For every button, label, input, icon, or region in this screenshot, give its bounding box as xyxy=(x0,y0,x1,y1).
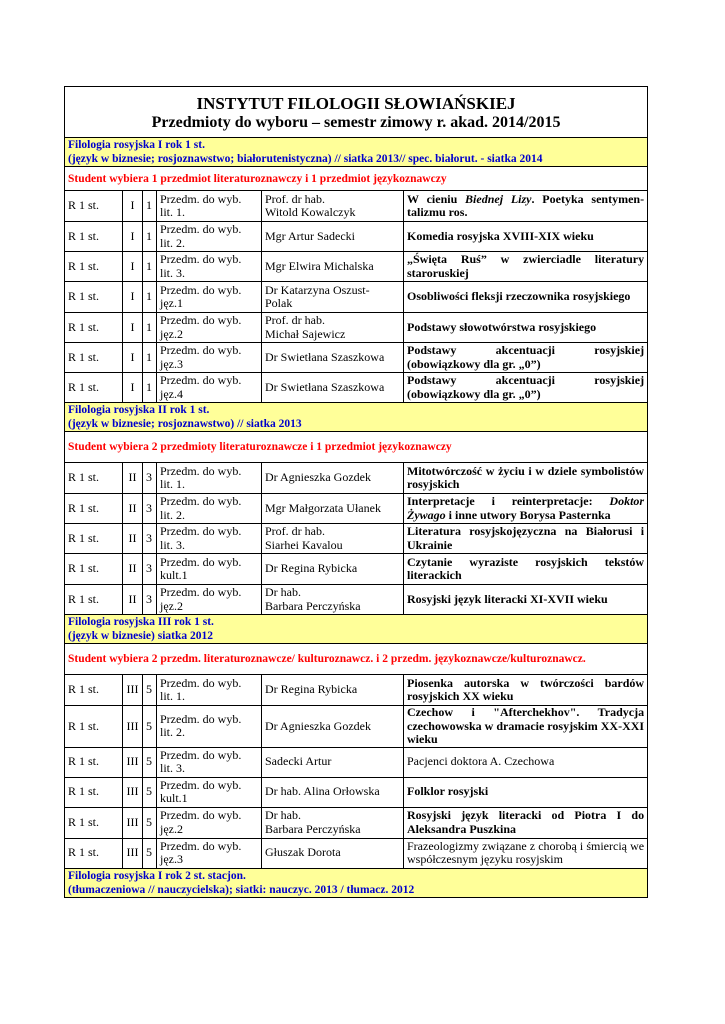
subject-title: Podstawy akcentuacji rosyjskiej (obowiązkowy dla gr. „0”) xyxy=(407,373,645,401)
teacher-cell xyxy=(262,252,404,282)
course-row xyxy=(65,313,648,343)
selection-rule-row xyxy=(65,432,648,463)
course-type-cell xyxy=(157,807,262,838)
title-row xyxy=(65,87,648,138)
course-type-label: Przedm. do wyb. xyxy=(160,675,242,690)
course-type-code: jęz.2 xyxy=(160,821,183,836)
subject-cell xyxy=(404,706,648,748)
section-header-row xyxy=(65,403,648,432)
year-cell: III xyxy=(123,807,143,838)
course-type-code: lit. 2. xyxy=(160,725,186,740)
course-type-code: lit. 3. xyxy=(160,265,186,280)
course-type-code: jęz.2 xyxy=(160,598,183,613)
course-type-code: lit. 3. xyxy=(160,537,186,552)
teacher-cell xyxy=(262,807,404,838)
course-row xyxy=(65,343,648,373)
page-title: INSTYTUT FILOLOGII SŁOWIAŃSKIEJ xyxy=(196,93,516,113)
course-type-code: lit. 1. xyxy=(160,477,186,491)
course-type-label: Przedm. do wyb. xyxy=(160,554,242,569)
course-type-code: jęz.3 xyxy=(160,356,183,371)
course-type-label: Przedm. do wyb. xyxy=(160,191,242,206)
course-type-cell xyxy=(157,222,262,252)
subject-cell xyxy=(404,222,648,252)
subject-title: Podstawy słowotwórstwa rosyjskiego xyxy=(407,319,597,334)
subject-cell xyxy=(404,777,648,807)
year-cell: II xyxy=(123,524,143,554)
section-header xyxy=(65,615,648,644)
course-type-cell xyxy=(157,343,262,373)
semester-cell: 3 xyxy=(143,494,157,524)
subject-cell xyxy=(404,524,648,554)
course-type-cell xyxy=(157,585,262,615)
course-type-code: lit. 2. xyxy=(160,507,186,522)
semester-cell: 3 xyxy=(143,554,157,585)
semester-cell: 5 xyxy=(143,747,157,777)
course-type-label: Przedm. do wyb. xyxy=(160,463,242,478)
year-cell: I xyxy=(123,282,143,313)
study-level-cell: R 1 st. xyxy=(65,524,123,554)
course-row xyxy=(65,777,648,807)
teacher-name: Prof. dr hab. xyxy=(265,313,325,327)
subject-cell xyxy=(404,838,648,868)
teacher-cell xyxy=(262,373,404,403)
teacher-cell xyxy=(262,524,404,554)
study-level-cell: R 1 st. xyxy=(65,282,123,313)
teacher-name-cont: Barbara Perczyńska xyxy=(265,598,361,613)
course-type-cell xyxy=(157,282,262,313)
teacher-cell xyxy=(262,191,404,222)
section-subtitle: (język w biznesie; rosjoznawstwo; białorutenistyczna) // siatka 2013// spec. białorut. - siatka 2014 xyxy=(68,153,543,165)
course-row xyxy=(65,373,648,403)
subject-title: Osobliwości fleksji rzeczownika rosyjskiego xyxy=(407,289,631,304)
course-type-code: lit. 2. xyxy=(160,235,186,250)
course-type-label: Przedm. do wyb. xyxy=(160,838,242,853)
teacher-name: Dr Katarzyna Oszust- xyxy=(265,282,370,297)
subject-title: Czechow i "Afterchekhov". Tradycja czechowowska w dramacie rosyjskim XX-XXI wieku xyxy=(407,705,645,746)
subject-title: Podstawy akcentuacji rosyjskiej (obowiązkowy dla gr. „0”) xyxy=(407,343,645,371)
course-type-cell xyxy=(157,747,262,777)
course-type-label: Przedm. do wyb. xyxy=(160,373,242,387)
study-level-cell: R 1 st. xyxy=(65,222,123,252)
subject-cell xyxy=(404,747,648,777)
subject-cell xyxy=(404,191,648,222)
course-type-code: kult.1 xyxy=(160,568,188,582)
subject-cell xyxy=(404,252,648,282)
teacher-cell xyxy=(262,494,404,524)
study-level-cell: R 1 st. xyxy=(65,747,123,777)
course-type-cell xyxy=(157,191,262,222)
subject-title-italic: Biednej Lizy xyxy=(465,191,532,206)
subject-title: Czytanie wyraziste rosyjskich tekstów literackich xyxy=(407,554,645,582)
section-subtitle: (tłumaczeniowa // nauczycielska); siatki: nauczyc. 2013 / tłumacz. 2012 xyxy=(68,883,415,896)
year-cell: III xyxy=(123,777,143,807)
teacher-name-cont: Siarhei Kavalou xyxy=(265,537,343,552)
course-row xyxy=(65,282,648,313)
semester-cell: 1 xyxy=(143,343,157,373)
teacher-cell xyxy=(262,706,404,748)
teacher-name-cont: Witold Kowalczyk xyxy=(265,205,356,219)
subject-title-italic: Doktor Żywago xyxy=(407,494,645,522)
course-type-cell xyxy=(157,777,262,807)
selection-rule-row xyxy=(65,167,648,191)
year-cell: I xyxy=(123,191,143,222)
selection-rule-row xyxy=(65,644,648,675)
subject-cell xyxy=(404,554,648,585)
study-level-cell: R 1 st. xyxy=(65,343,123,373)
teacher-name: Dr hab. xyxy=(265,585,301,599)
section-header-row xyxy=(65,138,648,167)
section-subtitle: (język w biznesie; rosjoznawstwo) // siatka 2013 xyxy=(68,418,302,430)
semester-cell: 1 xyxy=(143,222,157,252)
year-cell: III xyxy=(123,838,143,868)
courses-table xyxy=(64,86,648,898)
course-type-label: Przedm. do wyb. xyxy=(160,711,242,726)
study-level-cell: R 1 st. xyxy=(65,777,123,807)
subject-cell xyxy=(404,343,648,373)
semester-cell: 1 xyxy=(143,373,157,403)
teacher-name-cont: Polak xyxy=(265,296,293,310)
course-row xyxy=(65,494,648,524)
subject-title: Pacjenci doktora A. Czechowa xyxy=(407,754,555,769)
year-cell: I xyxy=(123,373,143,403)
course-row xyxy=(65,554,648,585)
year-cell: III xyxy=(123,675,143,706)
teacher-name: Głuszak Dorota xyxy=(265,845,341,860)
subject-title: Frazeologizmy związane z chorobą i śmiercią we współczesnym języku rosyjskim xyxy=(407,838,645,866)
section-title: Filologia rosyjska II rok 1 st. xyxy=(68,404,210,416)
subject-cell xyxy=(404,313,648,343)
course-type-label: Przedm. do wyb. xyxy=(160,808,242,822)
semester-cell: 5 xyxy=(143,675,157,706)
subject-title: Literatura rosyjskojęzyczna na Białorusi i Ukrainie xyxy=(407,524,645,552)
subject-title: W cieniu xyxy=(407,191,466,206)
teacher-name: Mgr Elwira Michalska xyxy=(265,258,374,273)
semester-cell: 3 xyxy=(143,524,157,554)
study-level-cell: R 1 st. xyxy=(65,675,123,706)
subject-title: Komedia rosyjska XVIII-XIX wieku xyxy=(407,228,594,243)
course-type-cell xyxy=(157,313,262,343)
subject-cell xyxy=(404,494,648,524)
course-type-label: Przedm. do wyb. xyxy=(160,343,242,357)
subject-title: Folklor rosyjski xyxy=(407,784,489,799)
subject-title: „Święta Ruś” w zwierciadle literatury staroruskiej xyxy=(407,252,645,280)
course-row xyxy=(65,706,648,748)
year-cell: III xyxy=(123,706,143,748)
study-level-cell: R 1 st. xyxy=(65,807,123,838)
study-level-cell: R 1 st. xyxy=(65,313,123,343)
course-type-label: Przedm. do wyb. xyxy=(160,777,242,792)
semester-cell: 1 xyxy=(143,191,157,222)
page-subtitle: Przedmioty do wyboru – semestr zimowy r. akad. 2014/2015 xyxy=(151,113,561,131)
teacher-cell xyxy=(262,343,404,373)
year-cell: III xyxy=(123,747,143,777)
document-sheet xyxy=(64,86,647,898)
teacher-name: Dr hab. xyxy=(265,808,301,822)
course-type-cell xyxy=(157,463,262,494)
teacher-cell xyxy=(262,463,404,494)
subject-cell xyxy=(404,675,648,706)
subject-cell xyxy=(404,463,648,494)
teacher-cell xyxy=(262,675,404,706)
teacher-name: Dr Agnieszka Gozdek xyxy=(265,470,371,485)
subject-cell xyxy=(404,807,648,838)
course-type-code: lit. 1. xyxy=(160,689,186,703)
course-type-cell xyxy=(157,838,262,868)
course-type-code: jęz.2 xyxy=(160,326,183,341)
semester-cell: 1 xyxy=(143,282,157,313)
year-cell: II xyxy=(123,463,143,494)
selection-rule: Student wybiera 2 przedmioty literaturoznawcze i 1 przedmiot językoznawczy xyxy=(65,432,648,463)
year-cell: II xyxy=(123,494,143,524)
course-type-cell xyxy=(157,706,262,748)
study-level-cell: R 1 st. xyxy=(65,585,123,615)
subject-title: Piosenka autorska w twórczości bardów rosyjskich XX wieku xyxy=(407,675,645,703)
study-level-cell: R 1 st. xyxy=(65,252,123,282)
course-type-label: Przedm. do wyb. xyxy=(160,524,242,538)
year-cell: I xyxy=(123,343,143,373)
course-type-label: Przedm. do wyb. xyxy=(160,282,242,297)
teacher-cell xyxy=(262,554,404,585)
course-row xyxy=(65,585,648,615)
title-cell xyxy=(65,87,648,138)
course-type-code: lit. 3. xyxy=(160,761,186,775)
course-type-label: Przedm. do wyb. xyxy=(160,585,242,599)
course-type-code: jęz.4 xyxy=(160,386,183,401)
teacher-name: Dr hab. Alina Orłowska xyxy=(265,784,380,799)
year-cell: II xyxy=(123,585,143,615)
selection-rule: Student wybiera 1 przedmiot literaturoznawczy i 1 przedmiot językoznawczy xyxy=(65,167,648,191)
teacher-name-cont: Barbara Perczyńska xyxy=(265,821,361,836)
semester-cell: 5 xyxy=(143,777,157,807)
section-header xyxy=(65,403,648,432)
teacher-name: Dr Regina Rybicka xyxy=(265,682,358,697)
teacher-name: Sadecki Artur xyxy=(265,754,332,769)
semester-cell: 5 xyxy=(143,807,157,838)
teacher-name: Prof. dr hab. xyxy=(265,524,325,538)
teacher-name: Mgr Małgorzata Ułanek xyxy=(265,500,381,515)
section-header xyxy=(65,868,648,897)
teacher-name: Dr Regina Rybicka xyxy=(265,561,358,576)
study-level-cell: R 1 st. xyxy=(65,706,123,748)
course-type-label: Przedm. do wyb. xyxy=(160,747,242,762)
section-header-row xyxy=(65,615,648,644)
study-level-cell: R 1 st. xyxy=(65,373,123,403)
section-header-row xyxy=(65,868,648,897)
teacher-name: Dr Swietłana Szaszkowa xyxy=(265,379,385,394)
year-cell: II xyxy=(123,554,143,585)
semester-cell: 3 xyxy=(143,585,157,615)
course-type-code: jęz.3 xyxy=(160,852,183,866)
course-type-cell xyxy=(157,524,262,554)
study-level-cell: R 1 st. xyxy=(65,554,123,585)
study-level-cell: R 1 st. xyxy=(65,838,123,868)
course-type-code: kult.1 xyxy=(160,791,188,805)
course-type-cell xyxy=(157,675,262,706)
section-title: Filologia rosyjska I rok 2 st. stacjon. xyxy=(68,869,246,882)
course-type-label: Przedm. do wyb. xyxy=(160,252,242,266)
course-row xyxy=(65,222,648,252)
course-type-cell xyxy=(157,373,262,403)
course-type-code: lit. 1. xyxy=(160,205,186,219)
course-row xyxy=(65,675,648,706)
study-level-cell: R 1 st. xyxy=(65,463,123,494)
semester-cell: 1 xyxy=(143,252,157,282)
course-row xyxy=(65,747,648,777)
course-row xyxy=(65,252,648,282)
semester-cell: 3 xyxy=(143,463,157,494)
course-row xyxy=(65,191,648,222)
course-type-cell xyxy=(157,494,262,524)
year-cell: I xyxy=(123,313,143,343)
semester-cell: 5 xyxy=(143,838,157,868)
course-type-label: Przedm. do wyb. xyxy=(160,494,242,508)
section-title: Filologia rosyjska III rok 1 st. xyxy=(68,616,214,628)
teacher-cell xyxy=(262,313,404,343)
subject-cell xyxy=(404,373,648,403)
section-title: Filologia rosyjska I rok 1 st. xyxy=(68,139,205,151)
subject-cell xyxy=(404,585,648,615)
subject-title: Rosyjski język literacki XI-XVII wieku xyxy=(407,591,608,606)
subject-cell xyxy=(404,282,648,313)
subject-title: Mitotwórczość w życiu i w dziele symbolistów rosyjskich xyxy=(407,463,645,491)
study-level-cell: R 1 st. xyxy=(65,191,123,222)
teacher-cell xyxy=(262,777,404,807)
subject-title-cont: . Poetyka sentymen-talizmu ros. xyxy=(407,191,645,219)
course-row xyxy=(65,838,648,868)
section-subtitle: (język w biznesie) siatka 2012 xyxy=(68,630,214,642)
subject-title: Rosyjski język literacki od Piotra I do Aleksandra Puszkina xyxy=(407,808,645,836)
section-header xyxy=(65,138,648,167)
teacher-cell xyxy=(262,585,404,615)
teacher-name: Dr Agnieszka Gozdek xyxy=(265,718,371,733)
course-type-code: jęz.1 xyxy=(160,296,183,310)
teacher-name-cont: Michał Sajewicz xyxy=(265,326,346,341)
course-type-label: Przedm. do wyb. xyxy=(160,313,242,327)
subject-title-cont: i inne utwory Borysa Pasternka xyxy=(445,507,611,522)
selection-rule: Student wybiera 2 przedm. literaturoznawcze/ kulturoznawcz. i 2 przedm. językoznawcze/kulturoznawcz. xyxy=(65,644,648,675)
teacher-name: Prof. dr hab. xyxy=(265,191,325,206)
subject-title: Interpretacje i reinterpretacje: xyxy=(407,494,610,508)
course-type-cell xyxy=(157,252,262,282)
teacher-cell xyxy=(262,222,404,252)
study-level-cell: R 1 st. xyxy=(65,494,123,524)
course-type-label: Przedm. do wyb. xyxy=(160,222,242,236)
semester-cell: 1 xyxy=(143,313,157,343)
course-row xyxy=(65,524,648,554)
year-cell: I xyxy=(123,222,143,252)
semester-cell: 5 xyxy=(143,706,157,748)
course-row xyxy=(65,463,648,494)
course-type-cell xyxy=(157,554,262,585)
teacher-name: Dr Swietłana Szaszkowa xyxy=(265,349,385,364)
teacher-name: Mgr Artur Sadecki xyxy=(265,228,355,243)
teacher-cell xyxy=(262,747,404,777)
teacher-cell xyxy=(262,838,404,868)
teacher-cell xyxy=(262,282,404,313)
course-row xyxy=(65,807,648,838)
year-cell: I xyxy=(123,252,143,282)
